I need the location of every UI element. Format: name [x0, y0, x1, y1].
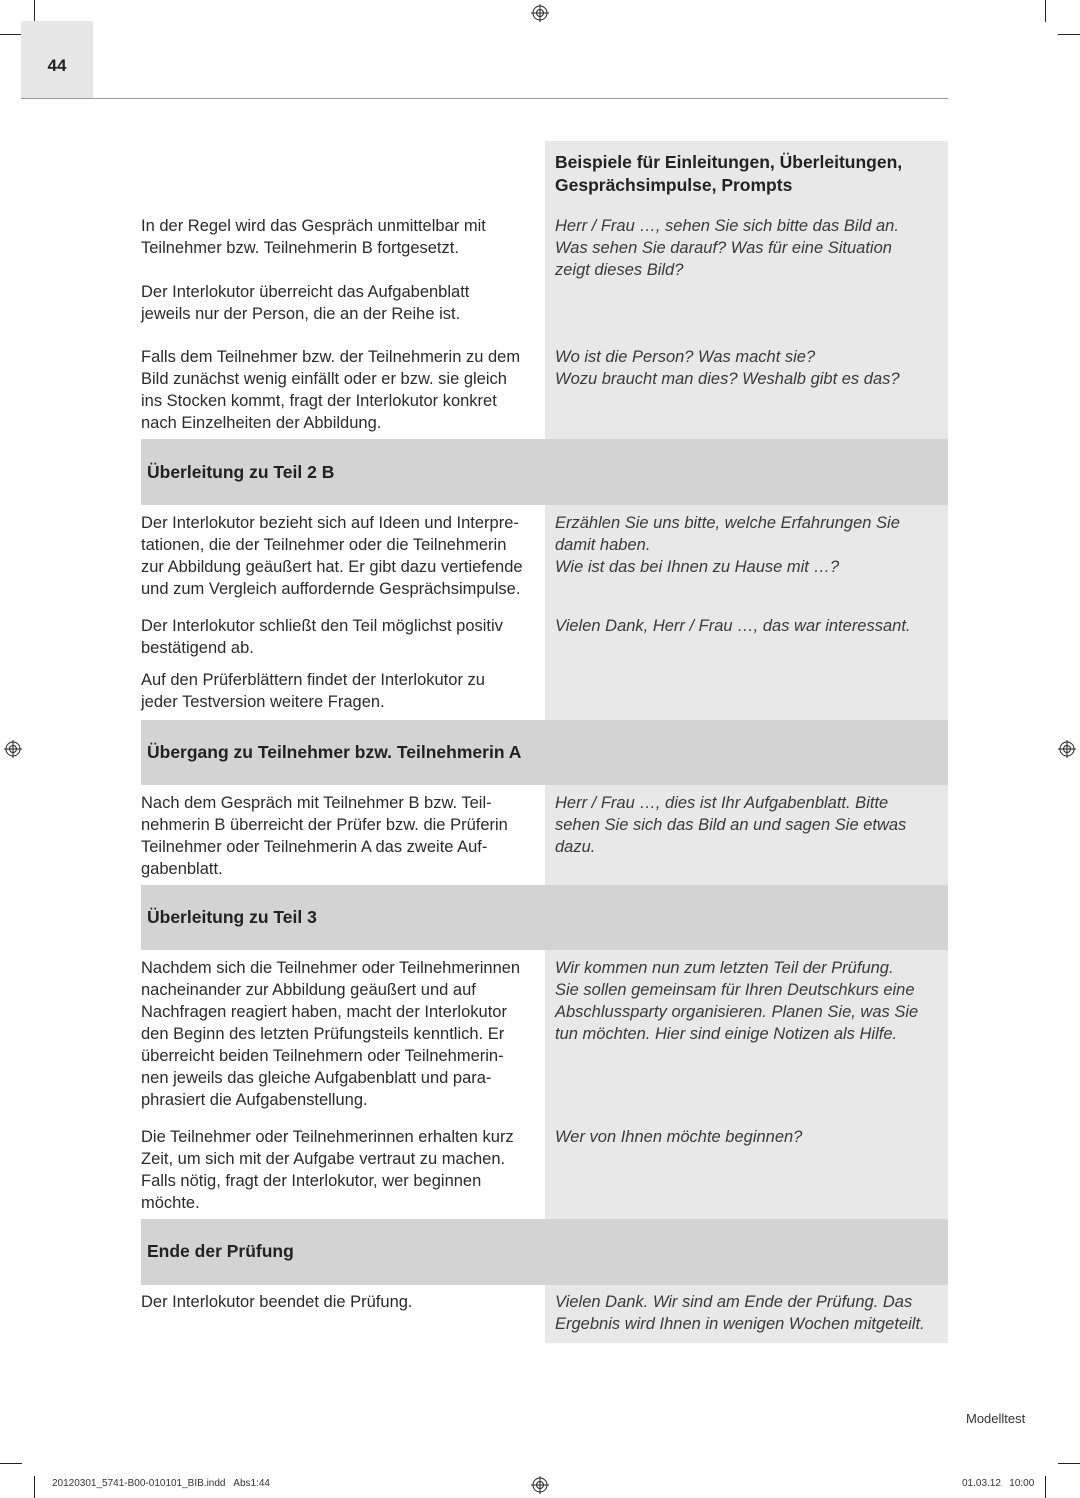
- instruction-text: Nach dem Gespräch mit Teilnehmer B bzw. Teil- nehmerin B überreicht der Prüfer bzw. die Prüferin Teilnehmer oder Teilnehmerin A das zweite Auf- gabenblatt.: [141, 794, 508, 878]
- instruction-text: Falls dem Teilnehmer bzw. der Teilnehmerin zu dem Bild zunächst wenig einfällt oder er bzw. sie gleich ins Stocken kommt, fragt der Interlokutor konkret nach Einzelheiten der Abbildung.: [141, 348, 521, 432]
- instruction-text: Nachdem sich die Teilnehmer oder Teilnehmerinnen nacheinander zur Abbildung geäußert und auf Nachfragen reagiert haben, macht der Interlokutor den Beginn des letzten Prüfungsteils kenntlich. Er überreicht beiden Teilnehmern oder Teilnehmerin- nen jeweils das gleiche Aufgabenblatt und para- phrasiert die Aufgabenstellung.: [141, 959, 521, 1109]
- crop-mark: [34, 1476, 35, 1498]
- crop-mark: [34, 0, 35, 22]
- slug-right: 01.03.12 10:00: [962, 1478, 1035, 1489]
- section-title: Ende der Prüfung: [147, 1241, 294, 1261]
- instruction-text: Der Interlokutor beendet die Prüfung.: [141, 1293, 413, 1311]
- example-prompt: Wo ist die Person? Was macht sie? Wozu braucht man dies? Weshalb gibt es das?: [555, 348, 900, 388]
- instruction-text: Auf den Prüferblättern findet der Interlokutor zu jeder Testversion weitere Fragen.: [141, 671, 485, 711]
- crop-mark: [1045, 1476, 1046, 1498]
- registration-mark-icon: [531, 1476, 549, 1494]
- instruction-text: Die Teilnehmer oder Teilnehmerinnen erhalten kurz Zeit, um sich mit der Aufgabe vertraut zu machen. Falls nötig, fragt der Interlokutor, wer beginnen möchte.: [141, 1128, 514, 1212]
- example-prompt: Herr / Frau …, sehen Sie sich bitte das Bild an. Was sehen Sie darauf? Was für eine Situation zeigt dieses Bild?: [555, 217, 899, 279]
- example-prompt: Wir kommen nun zum letzten Teil der Prüfung. Sie sollen gemeinsam für Ihren Deutschkurs eine Abschlussparty organisieren. Planen Sie, was Sie tun möchten. Hier sind einige Notizen als Hilfe.: [555, 959, 919, 1043]
- section-title: Übergang zu Teilnehmer bzw. Teilnehmerin A: [147, 742, 522, 762]
- section-title: Überleitung zu Teil 3: [147, 907, 317, 927]
- slug-left: 20120301_5741-B00-010101_BIB.indd Abs1:44: [52, 1478, 270, 1489]
- example-prompt: Erzählen Sie uns bitte, welche Erfahrungen Sie damit haben. Wie ist das bei Ihnen zu Hause mit …?: [555, 514, 900, 576]
- header-rule: [21, 98, 948, 99]
- crop-mark: [1045, 0, 1046, 22]
- crop-mark: [0, 34, 22, 35]
- instruction-text: Der Interlokutor schließt den Teil möglichst positiv bestätigend ab.: [141, 617, 503, 657]
- section-title: Überleitung zu Teil 2 B: [147, 462, 335, 482]
- registration-mark-icon: [531, 4, 549, 22]
- page-number: 44: [47, 56, 67, 75]
- crop-mark: [0, 1463, 22, 1464]
- registration-mark-icon: [1058, 740, 1076, 758]
- instruction-text: In der Regel wird das Gespräch unmittelbar mit Teilnehmer bzw. Teilnehmerin B fortgesetzt.: [141, 217, 486, 257]
- registration-mark-icon: [4, 740, 22, 758]
- crop-mark: [1058, 1463, 1080, 1464]
- footer-label: Modelltest: [966, 1411, 1026, 1426]
- example-prompt: Vielen Dank, Herr / Frau …, das war interessant.: [555, 617, 911, 635]
- example-prompt: Herr / Frau …, dies ist Ihr Aufgabenblatt. Bitte sehen Sie sich das Bild an und sagen Sie etwas dazu.: [555, 794, 907, 856]
- crop-mark: [1058, 34, 1080, 35]
- examples-column-heading: Beispiele für Einleitungen, Überleitungen, Gesprächsimpulse, Prompts: [555, 152, 903, 195]
- example-prompt: Vielen Dank. Wir sind am Ende der Prüfung. Das Ergebnis wird Ihnen in wenigen Wochen mitgeteilt.: [555, 1293, 925, 1333]
- instruction-text: Der Interlokutor bezieht sich auf Ideen und Interpre- tationen, die der Teilnehmer oder die Teilnehmerin zur Abbildung geäußert hat. Er gibt dazu vertiefende und zum Vergleich auffordernde Gesprächsimpulse.: [141, 514, 523, 598]
- example-prompt: Wer von Ihnen möchte beginnen?: [555, 1128, 803, 1146]
- instruction-text: Der Interlokutor überreicht das Aufgabenblatt jeweils nur der Person, die an der Reihe ist.: [141, 283, 470, 323]
